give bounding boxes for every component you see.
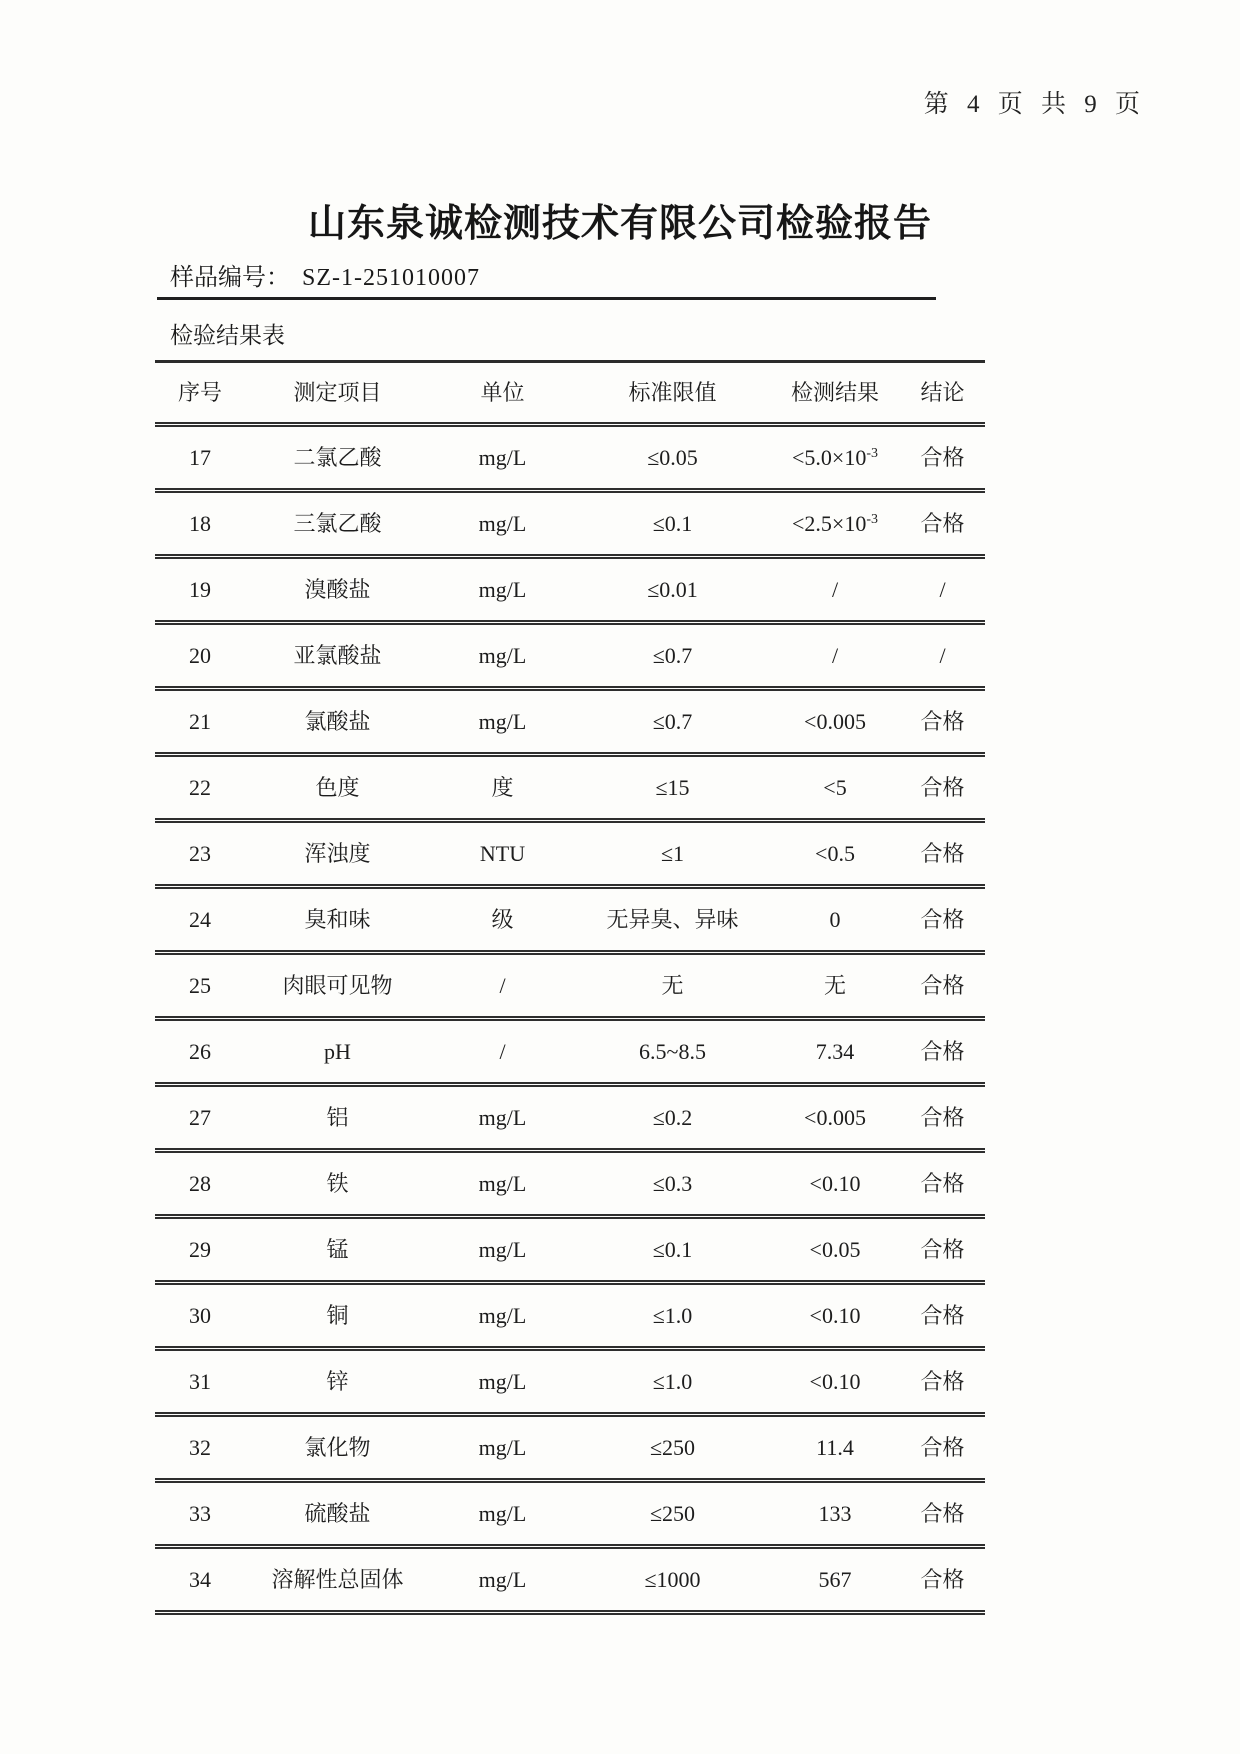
cell-no-text: 17 [189,444,211,470]
cell-result-text: / [831,576,839,602]
cell-limit [575,577,770,602]
cell-unit [430,445,575,470]
cell-result [770,1039,900,1064]
table-row [155,493,985,559]
cell-item [245,1303,430,1328]
cell-item-text: 锌 [326,1368,349,1394]
cell-result [770,643,900,668]
table-row [155,1483,985,1549]
cell-limit [575,841,770,866]
cell-limit-text: ≤0.3 [652,1170,693,1196]
cell-limit-text: 6.5~8.5 [639,1038,706,1064]
sample-number-row [170,257,480,292]
cell-item-text: 氯酸盐 [304,708,371,734]
cell-limit [575,1501,770,1526]
cell-conclusion [900,577,985,602]
cell-item-text: 溶解性总固体 [271,1566,404,1592]
table-caption: 检验结果表 [170,323,285,348]
cell-limit [575,1105,770,1130]
cell-item [245,511,430,536]
sample-number-value: SZ-1-251010007 [302,265,480,291]
cell-no [155,1435,245,1460]
cell-conclusion [900,1039,985,1064]
cell-no [155,1039,245,1064]
cell-conclusion-text: 合格 [920,1302,965,1328]
cell-item [245,907,430,932]
cell-no [155,907,245,932]
cell-limit-text: ≤250 [649,1500,696,1526]
cell-unit-text: mg/L [478,576,527,602]
cell-no [155,511,245,536]
cell-unit [430,1501,575,1526]
cell-unit [430,841,575,866]
cell-limit-text: ≤250 [649,1434,696,1460]
cell-no-text: 28 [189,1170,211,1196]
cell-conclusion-text: 合格 [920,708,965,734]
cell-result [770,775,900,800]
cell-unit-text: 级 [491,906,514,932]
cell-limit [575,445,770,470]
cell-item-text: 铁 [326,1170,349,1196]
cell-conclusion [900,1501,985,1526]
cell-no [155,1369,245,1394]
cell-result [770,1567,900,1592]
cell-no-text: 20 [189,642,211,668]
cell-result-text: <5 [823,774,847,800]
cell-limit-text: ≤0.01 [647,576,698,602]
cell-no [155,1237,245,1262]
cell-limit [575,1303,770,1328]
cell-limit [575,775,770,800]
table-row [155,427,985,493]
cell-limit-text: ≤0.2 [652,1104,693,1130]
cell-limit-text: ≤0.1 [652,510,693,536]
cell-conclusion [900,775,985,800]
cell-conclusion-text: 合格 [920,1368,965,1394]
table-row [155,889,985,955]
cell-item-text: 浑浊度 [304,840,371,866]
cell-result [770,841,900,866]
cell-result [770,577,900,602]
cell-item [245,445,430,470]
cell-no [155,709,245,734]
table-row [155,1219,985,1285]
cell-limit [575,1435,770,1460]
cell-conclusion [900,511,985,536]
cell-no-text: 30 [189,1302,211,1328]
cell-unit [430,775,575,800]
cell-limit [575,1237,770,1262]
cell-item-text: pH [324,1038,351,1064]
table-header-row [155,363,985,427]
cell-item [245,1105,430,1130]
cell-conclusion [900,1303,985,1328]
cell-conclusion [900,973,985,998]
cell-limit-text: ≤15 [655,774,690,800]
cell-item-text: 亚氯酸盐 [293,642,382,668]
cell-conclusion-text: 合格 [920,906,965,932]
cell-item-text: 锰 [326,1236,349,1262]
col-header-no: 序号 [177,379,222,405]
cell-unit [430,973,575,998]
cell-result-exponent: -3 [866,512,878,528]
cell-unit [430,1303,575,1328]
cell-no [155,643,245,668]
cell-item [245,1501,430,1526]
cell-conclusion-text: 合格 [920,972,965,998]
cell-conclusion [900,643,985,668]
cell-no [155,1105,245,1130]
cell-no [155,1501,245,1526]
cell-unit-text: mg/L [478,1302,527,1328]
cell-result [770,907,900,932]
cell-conclusion [900,841,985,866]
cell-limit [575,1369,770,1394]
cell-unit-text: mg/L [478,1170,527,1196]
table-row [155,757,985,823]
col-header-item: 测定项目 [293,379,382,405]
col-header-limit: 标准限值 [628,379,717,405]
cell-conclusion [900,1171,985,1196]
cell-conclusion-text: / [939,576,946,602]
cell-item [245,1171,430,1196]
cell-limit-text: ≤0.05 [647,444,698,470]
table-row [155,1351,985,1417]
cell-result [770,1435,900,1460]
cell-no-text: 31 [189,1368,211,1394]
cell-item [245,577,430,602]
cell-result [770,973,900,998]
cell-unit [430,1369,575,1394]
cell-item [245,643,430,668]
cell-item-text: 肉眼可见物 [282,972,393,998]
sample-number-label: 样品编号： [170,265,290,291]
cell-limit-text: ≤1 [660,840,685,866]
cell-no [155,577,245,602]
cell-conclusion-text: / [939,642,946,668]
table-row [155,1087,985,1153]
page-number: 第 4 页 共 9 页 [923,91,1142,118]
col-header-unit: 单位 [480,379,525,405]
cell-conclusion-text: 合格 [920,510,965,536]
cell-result-text: 7.34 [815,1038,855,1064]
cell-item [245,1369,430,1394]
cell-unit-text: mg/L [478,1434,527,1460]
cell-no [155,445,245,470]
cell-conclusion [900,1105,985,1130]
table-row [155,823,985,889]
cell-conclusion-text: 合格 [920,1170,965,1196]
cell-limit-text: ≤0.1 [652,1236,693,1262]
cell-unit-text: / [499,972,506,998]
cell-no [155,1171,245,1196]
cell-limit-text: ≤0.7 [652,708,693,734]
cell-unit-text: mg/L [478,1104,527,1130]
cell-item [245,1567,430,1592]
cell-item-text: 氯化物 [304,1434,371,1460]
cell-item [245,775,430,800]
col-header-conclusion: 结论 [920,379,965,405]
cell-unit-text: mg/L [478,444,527,470]
cell-unit-text: mg/L [478,708,527,734]
cell-unit [430,577,575,602]
cell-no [155,973,245,998]
cell-unit [430,1105,575,1130]
cell-result-text: <5.0×10 [792,444,867,470]
cell-item-text: 硫酸盐 [304,1500,371,1526]
cell-result-text: <0.05 [809,1236,861,1262]
cell-unit-text: mg/L [478,642,527,668]
cell-result-text: <0.5 [815,840,855,866]
cell-conclusion-text: 合格 [920,1566,965,1592]
cell-limit [575,907,770,932]
cell-no-text: 32 [189,1434,211,1460]
report-title: 山东泉诚检测技术有限公司检验报告 [307,203,932,245]
cell-result-text: 0 [829,906,841,932]
cell-result-text: 567 [818,1566,852,1592]
table-row [155,955,985,1021]
cell-conclusion [900,1435,985,1460]
cell-conclusion-text: 合格 [920,444,965,470]
table-row [155,1285,985,1351]
cell-no-text: 29 [189,1236,211,1262]
table-row [155,1549,985,1615]
cell-no [155,1567,245,1592]
cell-result [770,445,900,470]
cell-result-text: <0.005 [804,708,866,734]
cell-result [770,1501,900,1526]
cell-limit [575,709,770,734]
cell-no-text: 21 [189,708,211,734]
sample-number-underline [157,297,936,300]
table-body [155,427,985,1615]
table-row [155,1417,985,1483]
cell-no [155,841,245,866]
cell-conclusion [900,445,985,470]
cell-no-text: 23 [189,840,211,866]
cell-no-text: 26 [189,1038,211,1064]
cell-result-text: <0.10 [809,1302,861,1328]
cell-unit-text: mg/L [478,510,527,536]
cell-item [245,973,430,998]
cell-conclusion-text: 合格 [920,1236,965,1262]
cell-limit-text: ≤1.0 [652,1368,693,1394]
cell-unit-text: / [499,1038,506,1064]
cell-limit-text: 无 [661,972,684,998]
table-row [155,625,985,691]
cell-conclusion-text: 合格 [920,840,965,866]
cell-result-text: 133 [818,1500,852,1526]
cell-item [245,841,430,866]
cell-unit [430,1039,575,1064]
cell-conclusion-text: 合格 [920,774,965,800]
cell-result-text: <2.5×10 [792,510,867,536]
cell-result-text: 无 [823,972,846,998]
cell-item-text: 铜 [326,1302,349,1328]
cell-result [770,1303,900,1328]
cell-result-text: <0.10 [809,1170,861,1196]
cell-result [770,511,900,536]
table-row [155,1021,985,1087]
cell-unit [430,1435,575,1460]
cell-result-text: / [831,642,839,668]
cell-no-text: 34 [189,1566,211,1592]
cell-result [770,1237,900,1262]
cell-item-text: 二氯乙酸 [293,444,382,470]
cell-limit [575,1039,770,1064]
cell-no-text: 22 [189,774,211,800]
cell-item [245,1039,430,1064]
cell-no [155,775,245,800]
cell-conclusion [900,1237,985,1262]
cell-result [770,709,900,734]
cell-item-text: 铝 [326,1104,349,1130]
cell-item-text: 色度 [315,774,360,800]
cell-conclusion [900,907,985,932]
cell-item [245,709,430,734]
cell-unit [430,1567,575,1592]
cell-item-text: 溴酸盐 [304,576,371,602]
cell-unit-text: mg/L [478,1236,527,1262]
cell-conclusion-text: 合格 [920,1104,965,1130]
cell-limit-text: ≤1.0 [652,1302,693,1328]
cell-no-text: 25 [189,972,211,998]
cell-result-text: <0.10 [809,1368,861,1394]
cell-no-text: 27 [189,1104,211,1130]
cell-no-text: 18 [189,510,211,536]
table-row [155,691,985,757]
table-row [155,1153,985,1219]
cell-item-text: 三氯乙酸 [293,510,382,536]
cell-result [770,1171,900,1196]
cell-result-exponent: -3 [866,446,878,462]
cell-unit [430,511,575,536]
cell-item-text: 臭和味 [304,906,371,932]
cell-conclusion [900,709,985,734]
cell-item [245,1237,430,1262]
cell-limit-text: 无异臭、异味 [606,906,739,932]
cell-conclusion [900,1567,985,1592]
cell-unit-text: NTU [479,840,526,866]
cell-no [155,1303,245,1328]
cell-conclusion-text: 合格 [920,1038,965,1064]
cell-conclusion-text: 合格 [920,1434,965,1460]
cell-unit [430,1237,575,1262]
cell-limit [575,643,770,668]
cell-unit [430,709,575,734]
cell-unit-text: mg/L [478,1500,527,1526]
cell-unit-text: mg/L [478,1368,527,1394]
cell-unit [430,1171,575,1196]
results-table [155,360,985,1615]
cell-limit [575,1171,770,1196]
cell-no-text: 33 [189,1500,211,1526]
col-header-result: 检测结果 [790,379,879,405]
cell-unit-text: 度 [491,774,514,800]
cell-result [770,1105,900,1130]
cell-no-text: 19 [189,576,211,602]
cell-result [770,1369,900,1394]
cell-limit [575,511,770,536]
cell-limit [575,1567,770,1592]
cell-item [245,1435,430,1460]
cell-no-text: 24 [189,906,211,932]
cell-result-text: 11.4 [816,1434,854,1460]
cell-limit-text: ≤1000 [644,1566,701,1592]
cell-unit [430,907,575,932]
table-row [155,559,985,625]
cell-conclusion [900,1369,985,1394]
cell-conclusion-text: 合格 [920,1500,965,1526]
cell-limit-text: ≤0.7 [652,642,693,668]
cell-unit [430,643,575,668]
cell-result-text: <0.005 [804,1104,866,1130]
cell-limit [575,973,770,998]
cell-unit-text: mg/L [478,1566,527,1592]
